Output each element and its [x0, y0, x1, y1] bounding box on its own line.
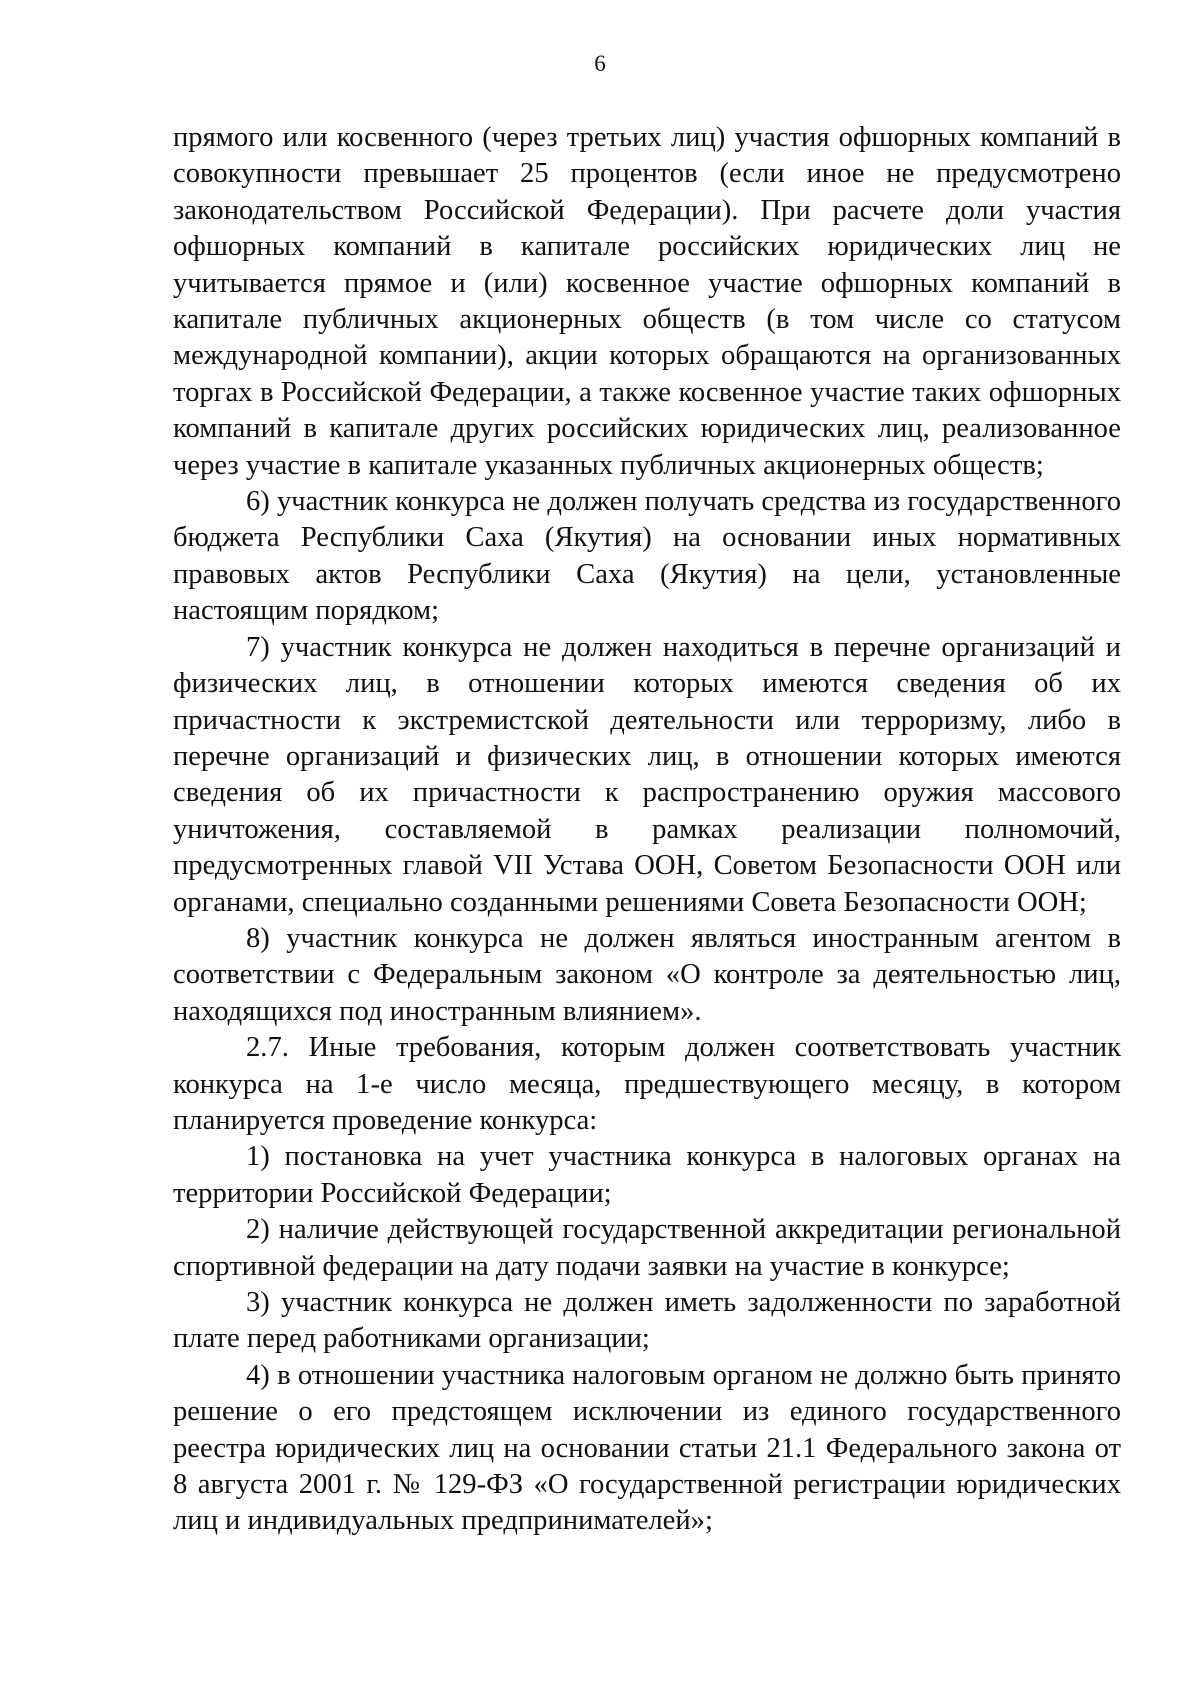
paragraph-requirement-3: 3) участник конкурса не должен иметь задолженности по заработной плате перед работниками организации;: [173, 1287, 1121, 1355]
paragraph-item-8: 8) участник конкурса не должен являться иностранным агентом в соответствии с Федеральным законом «О контроле за деятельностью лиц, находящихся под иностранным влиянием».: [173, 922, 1121, 1027]
paragraph-requirement-2: 2) наличие действующей государственной аккредитации региональной спортивной федерации на дату подачи заявки на участие в конкурсе;: [173, 1214, 1121, 1282]
paragraph-requirement-1: 1) постановка на учет участника конкурса в налоговых органах на территории Российской Федерации;: [173, 1141, 1121, 1209]
document-body: [173, 120, 1121, 1540]
paragraph-requirement-4: 4) в отношении участника налоговым органом не должно быть принято решение о его предстоящем исключении из единого государственного реестра юридических лиц на основании статьи 21.1 Федерального закона от 8 августа 2001 г. № 129-ФЗ «О государственной регистрации юридических лиц и индивидуальных предпринимателей»;: [173, 1359, 1121, 1537]
paragraph-item-7: 7) участник конкурса не должен находиться в перечне организаций и физических лиц, в отношении которых имеются сведения об их причастности к экстремистской деятельности или терроризму, либо в перечне организаций и физических лиц, в отношении которых имеются сведения об их причастности к распространению оружия массового уничтожения, составляемой в рамках реализации полномочий, предусмотренных главой VII Устава ООН, Советом Безопасности ООН или органами, специально созданными решениями Совета Безопасности ООН;: [173, 631, 1121, 918]
paragraph-item-6: 6) участник конкурса не должен получать средства из государственного бюджета Республики Саха (Якутия) на основании иных нормативных правовых актов Республики Саха (Якутия) на цели, установленные настоящим порядком;: [173, 486, 1121, 627]
paragraph-continuation: прямого или косвенного (через третьих лиц) участия офшорных компаний в совокупности превышает 25 процентов (если иное не предусмотрено законодательством Российской Федерации). При расчете доли участия офшорных компаний в капитале российских юридических лиц не учитывается прямое и (или) косвенное участие офшорных компаний в капитале публичных акционерных обществ (в том числе со статусом международной компании), акции которых обращаются на организованных торгах в Российской Федерации, а также косвенное участие таких офшорных компаний в капитале других российских юридических лиц, реализованное через участие в капитале указанных публичных акционерных обществ;: [173, 122, 1121, 481]
page-number: 6: [594, 51, 606, 76]
paragraph-section-2-7: 2.7. Иные требования, которым должен соответствовать участник конкурса на 1-е число месяца, предшествующего месяцу, в котором планируется проведение конкурса:: [173, 1032, 1121, 1136]
